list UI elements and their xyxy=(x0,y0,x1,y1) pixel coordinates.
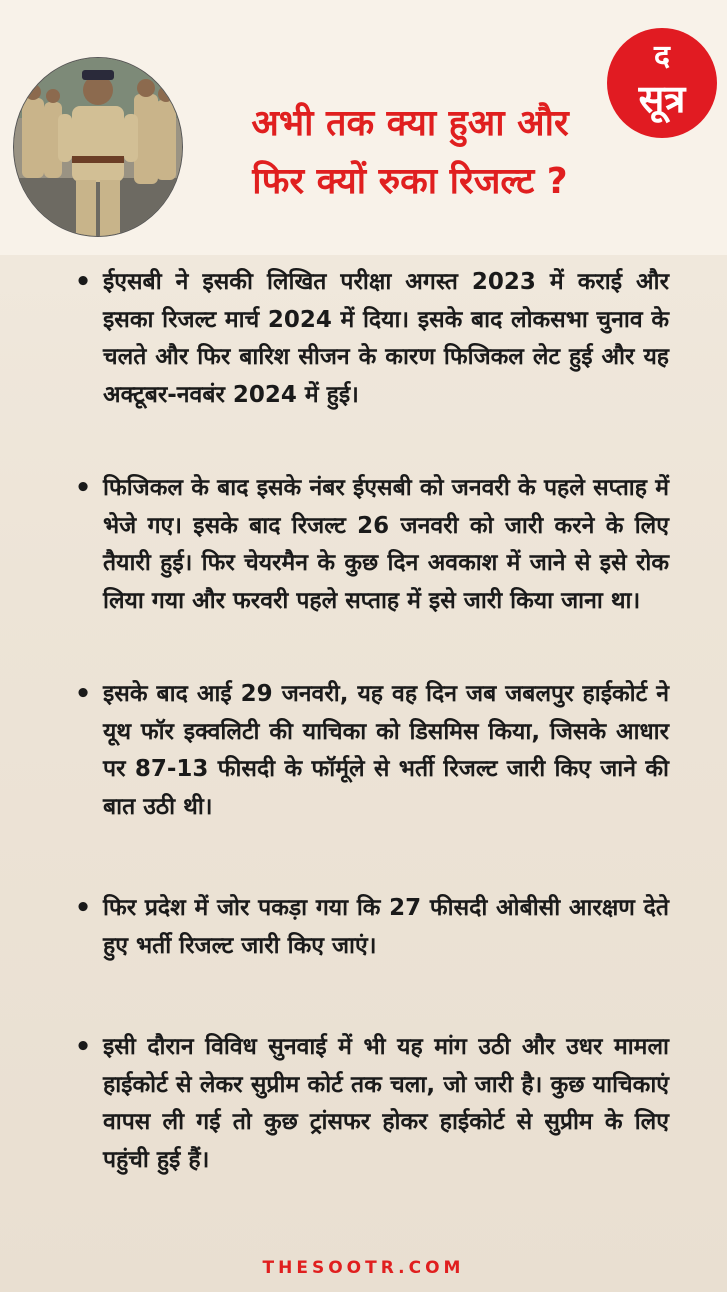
header-band xyxy=(0,0,727,255)
police-photo xyxy=(14,58,182,236)
headline-line-2: फिर क्यों रुका रिजल्ट ? xyxy=(252,161,568,202)
logo-bottom-text: सूत्र xyxy=(638,77,686,121)
list-item xyxy=(74,264,669,414)
bullet-icon: • xyxy=(74,1032,92,1062)
list-item-text: फिर प्रदेश में जोर पकड़ा गया कि 27 फीसदी ओबीसी आरक्षण देते हुए भर्ती रिजल्ट जारी किए जाएं। xyxy=(103,895,669,959)
bullet-icon: • xyxy=(74,267,92,297)
bullet-icon: • xyxy=(74,893,92,923)
list-item xyxy=(74,676,669,826)
bullet-icon: • xyxy=(74,679,92,709)
list-item xyxy=(74,890,669,965)
headline-line-1: अभी तक क्या हुआ और xyxy=(251,103,569,144)
list-item-text: इसके बाद आई 29 जनवरी, यह वह दिन जब जबलपुर हाईकोर्ट ने यूथ फॉर इक्वलिटी की याचिका को डिसमिस किया, जिसके आधार पर 87-13 फीसदी के फॉर्मूले से भर्ती रिजल्ट जारी किए जाने की बात उठी थी। xyxy=(103,681,669,820)
police-officers-illustration xyxy=(14,58,182,236)
the-sootr-logo xyxy=(607,28,717,138)
list-item-text: ईएसबी ने इसकी लिखित परीक्षा अगस्त 2023 में कराई और इसका रिजल्ट मार्च 2024 में दिया। इसके बाद लोकसभा चुनाव के चलते और फिर बारिश सीजन के कारण फिजिकल लेट हुई और यह अक्टूबर-नवबंर 2024 में हुई। xyxy=(103,269,669,408)
bullet-icon: • xyxy=(74,473,92,503)
list-item-text: इसी दौरान विविध सुनवाई में भी यह मांग उठी और उधर मामला हाईकोर्ट से लेकर सुप्रीम कोर्ट तक चला, जो जारी है। कुछ याचिकाएं वापस ली गई तो कुछ ट्रांसफर होकर हाईकोर्ट से सुप्रीम के लिए पहुंची हुई हैं। xyxy=(103,1034,669,1173)
list-item xyxy=(74,1029,669,1179)
list-item-text: फिजिकल के बाद इसके नंबर ईएसबी को जनवरी के पहले सप्ताह में भेजे गए। इसके बाद रिजल्ट 26 जनवरी को जारी करने के लिए तैयारी हुई। फिर चेयरमैन के कुछ दिन अवकाश में जाने से इसे रोक लिया गया और फरवरी पहले सप्ताह में इसे जारी किया जाना था। xyxy=(103,475,669,614)
bullet-list xyxy=(74,264,669,1179)
list-item xyxy=(74,470,669,620)
headline xyxy=(190,95,630,211)
footer-website: THESOOTR.COM xyxy=(262,1258,465,1278)
logo-top-text: द xyxy=(654,39,670,74)
